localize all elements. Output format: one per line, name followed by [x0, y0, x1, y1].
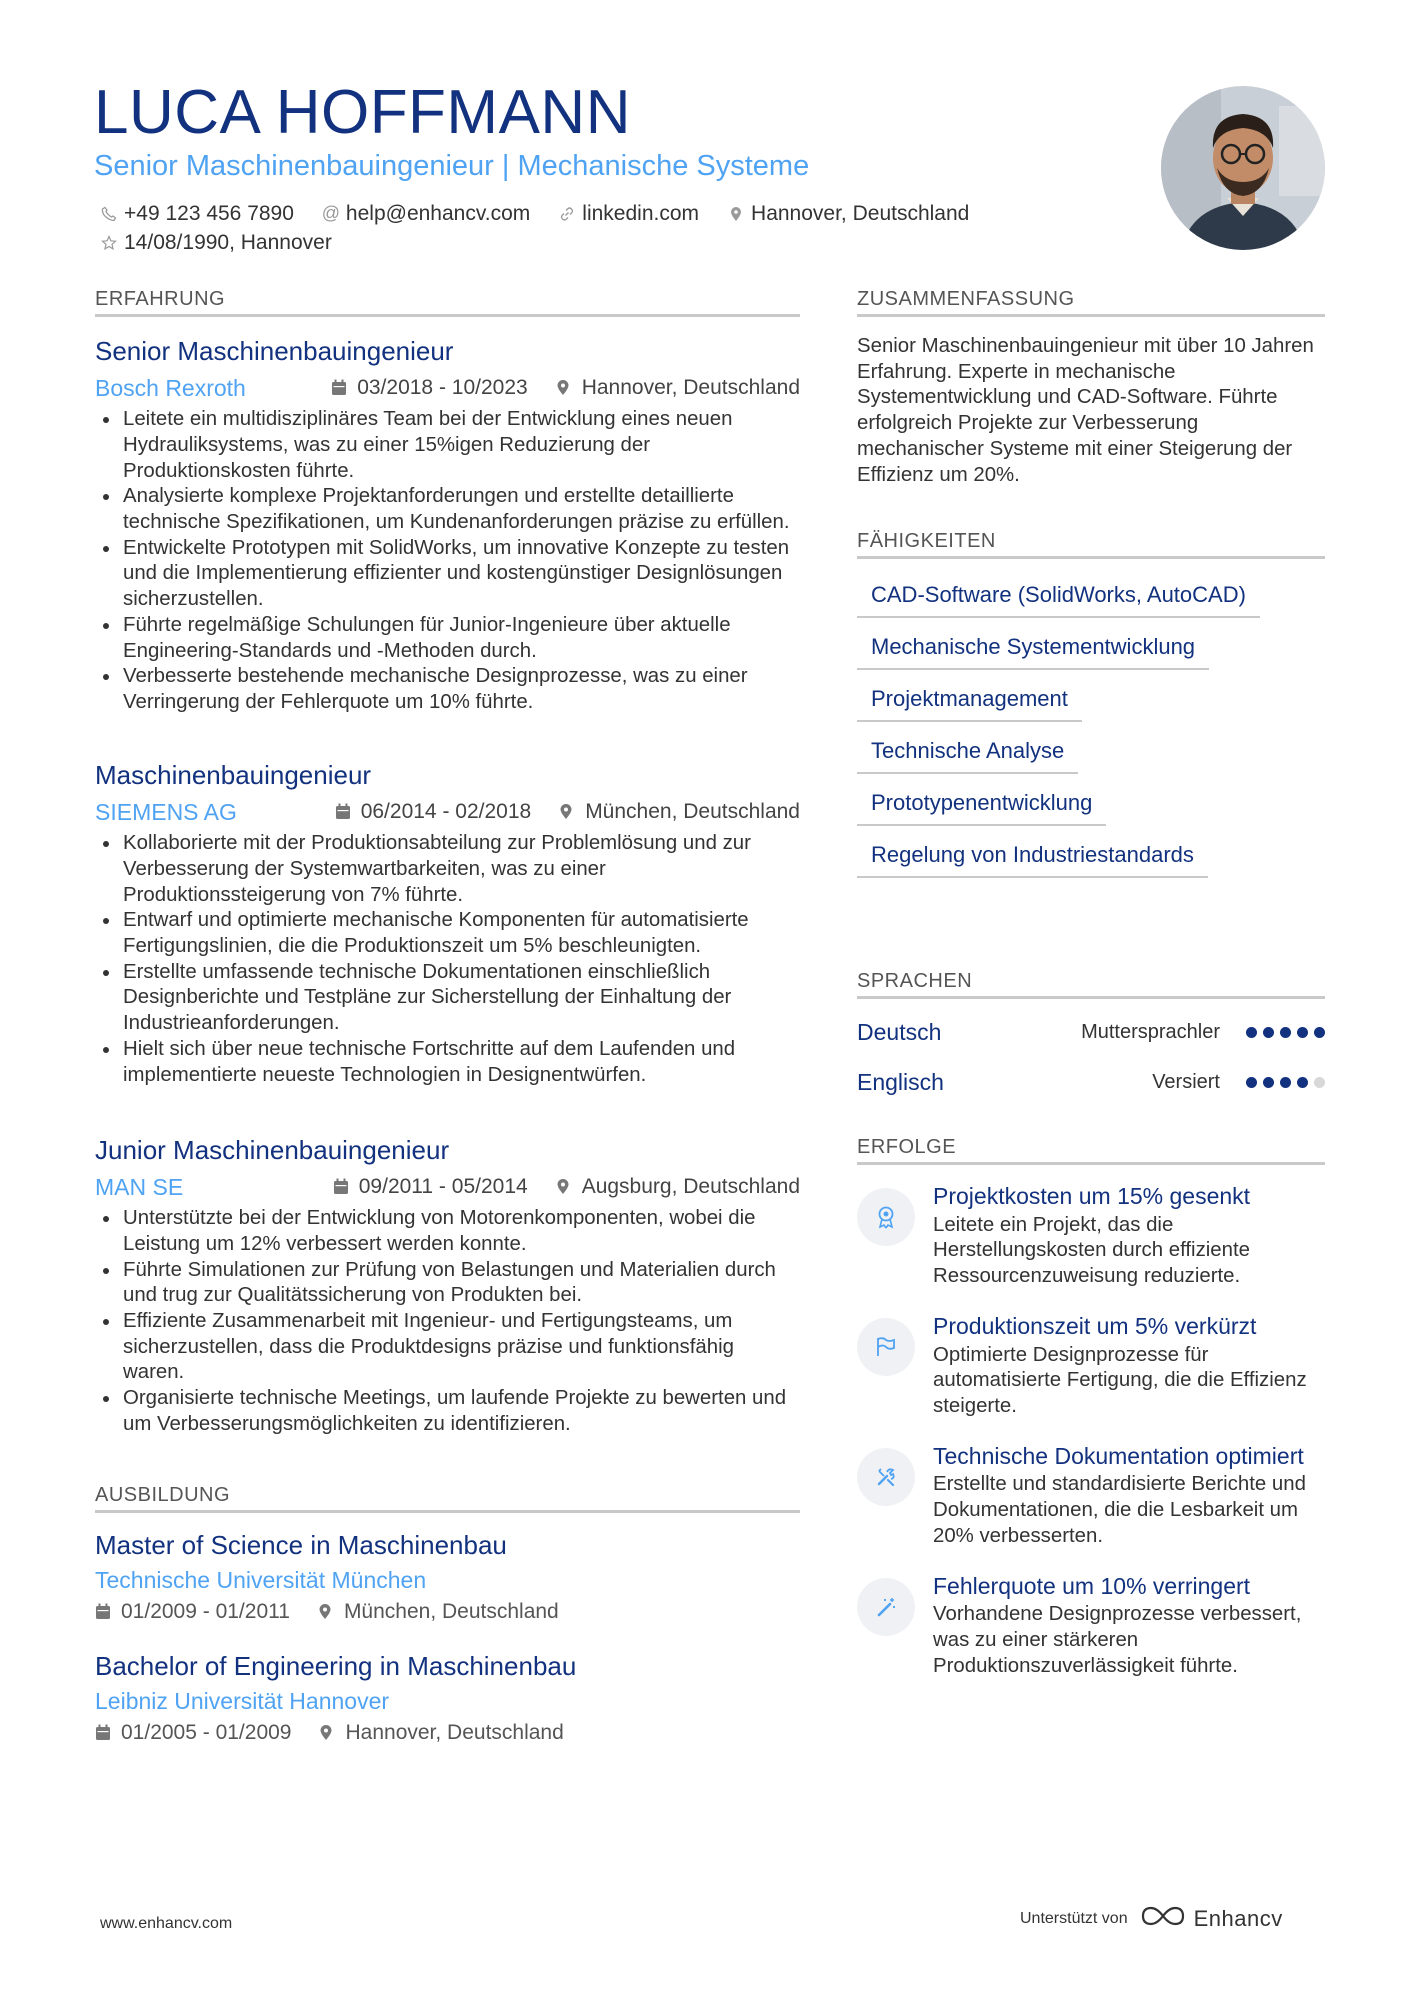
bullet-item: Analysierte komplexe Projektanforderungen und erstellte detaillierte technische Spezifikationen, um Kundenanforderungen präzise zu erfüllen. [95, 484, 800, 535]
achievement-title: Projektkosten um 15% gesenkt [933, 1183, 1251, 1209]
skill-tag: Regelung von Industriestandards [857, 842, 1208, 878]
rating-dot [1280, 1077, 1291, 1088]
link-icon [558, 205, 576, 223]
bullet-item: Verbesserte bestehende mechanische Designprozesse, was zu einer Verringerung der Fehlerquote um 10% führte. [95, 664, 800, 715]
bullet-item: Hielt sich über neue technische Fortschritte auf dem Laufenden und implementierte neueste Technologien in Designentwürfen. [95, 1037, 800, 1088]
at-icon: @ [321, 203, 341, 223]
achievement-title: Fehlerquote um 10% verringert [933, 1572, 1251, 1599]
language-name: Englisch [857, 1068, 944, 1095]
contact-birth: 14/08/1990, Hannover [100, 231, 332, 255]
job-entry [95, 760, 800, 1088]
edu-dates: 01/2009 - 01/2011 [95, 1600, 290, 1624]
job-title: Junior Maschinenbauingenieur [95, 1135, 450, 1165]
footer-website[interactable]: www.enhancv.com [100, 1915, 233, 1932]
calendar-icon [335, 803, 353, 821]
job-title: Senior Maschinenbauingenieur [95, 336, 454, 366]
job-dates: 09/2011 - 05/2014 [333, 1175, 528, 1199]
achievement-item [857, 1572, 1325, 1680]
language-name: Deutsch [857, 1018, 942, 1045]
skill-tag: Mechanische Systementwicklung [857, 634, 1209, 670]
flag-icon [857, 1318, 915, 1376]
summary-text: Senior Maschinenbauingenieur mit über 10 Jahren Erfahrung. Experte in mechanische Systementwicklung und CAD-Software. Führte erfolgreich Projekte zur Verbesserung mechanischer Systeme mit einer Steigerung der Effizienz um 20%. [857, 335, 1314, 486]
calendar-icon [333, 1178, 351, 1196]
languages-heading: SPRACHEN [857, 970, 1325, 999]
language-level: Versiert [1152, 1070, 1220, 1093]
rating-dot [1297, 1077, 1308, 1088]
job-location: Augsburg, Deutschland [556, 1175, 800, 1199]
phone-icon [100, 205, 118, 223]
calendar-icon [95, 1724, 113, 1742]
skill-tag: Prototypenentwicklung [857, 790, 1106, 826]
bullet-item: Leitete ein multidisziplinäres Team bei der Entwicklung eines neuen Hydrauliksystems, was zu einer 15%igen Reduzierung der Produktionskosten führte. [95, 407, 800, 484]
edu-degree: Master of Science in Maschinenbau [95, 1530, 507, 1560]
enhancv-logo-icon [1140, 1905, 1186, 1932]
achievement-desc: Optimierte Designprozesse für automatisierte Fertigung, die die Effizienz steigerte. [933, 1343, 1307, 1418]
job-title: Maschinenbauingenieur [95, 760, 372, 790]
bullet-item: Führte regelmäßige Schulungen für Junior-Ingenieure über aktuelle Engineering-Standards und -Methoden durch. [95, 613, 800, 664]
skill-tag: Projektmanagement [857, 686, 1082, 722]
rating-dot [1297, 1027, 1308, 1038]
bullet-item: Effiziente Zusammenarbeit mit Ingenieur- und Fertigungsteams, um sicherzustellen, dass die Produktdesigns präzise und funktionsfähig waren. [95, 1309, 800, 1386]
job-location: München, Deutschland [559, 800, 800, 824]
job-dates: 03/2018 - 10/2023 [331, 376, 527, 400]
rating-dot [1314, 1077, 1325, 1088]
achievement-item [857, 1312, 1325, 1420]
job-bullets [95, 831, 800, 1088]
contact-info [100, 199, 1100, 257]
rating-dot [1263, 1027, 1274, 1038]
job-bullets [95, 1206, 800, 1437]
rating-dot [1246, 1077, 1257, 1088]
map-pin-icon [727, 205, 745, 223]
rating-dot [1263, 1077, 1274, 1088]
achievement-item [857, 1442, 1325, 1550]
achievement-desc: Vorhandene Designprozesse verbessert, was zu einer stärkeren Produktionszuverlässigkeit führte. [933, 1603, 1302, 1677]
rating-dot [1246, 1027, 1257, 1038]
education-heading: AUSBILDUNG [95, 1484, 800, 1513]
award-icon [857, 1188, 915, 1246]
star-icon [100, 234, 118, 252]
tools-icon [857, 1448, 915, 1506]
job-entry [95, 1135, 800, 1438]
job-dates: 06/2014 - 02/2018 [335, 800, 531, 824]
brand-name: Enhancv [1193, 1905, 1283, 1931]
skills-heading: FÄHIGKEITEN [857, 530, 1325, 559]
experience-heading: ERFAHRUNG [95, 288, 800, 317]
bullet-item: Erstellte umfassende technische Dokumentationen einschließlich Designberichte und Testpläne zur Sicherstellung der Einhaltung der Industrieanforderungen. [95, 960, 800, 1037]
calendar-icon [331, 379, 349, 397]
summary-heading: ZUSAMMENFASSUNG [857, 288, 1325, 317]
footer-branding [1020, 1905, 1283, 1932]
calendar-icon [95, 1603, 113, 1621]
job-location: Hannover, Deutschland [556, 376, 800, 400]
edu-dates: 01/2005 - 01/2009 [95, 1721, 291, 1745]
skill-tag: CAD-Software (SolidWorks, AutoCAD) [857, 582, 1260, 618]
languages-list [857, 1007, 1325, 1107]
bullet-item: Organisierte technische Meetings, um laufende Projekte zu bewerten und um Verbesserungsmöglichkeiten zu identifizieren. [95, 1386, 800, 1437]
bullet-item: Unterstützte bei der Entwicklung von Motorenkomponenten, wobei die Leistung um 12% verbessert werden konnte. [95, 1206, 800, 1257]
achievement-desc: Erstellte und standardisierte Berichte und Dokumentationen, die die Lesbarkeit um 20% verbesserten. [933, 1473, 1306, 1547]
language-rating [1240, 1027, 1325, 1038]
job-bullets [95, 407, 800, 715]
rating-dot [1280, 1027, 1291, 1038]
language-item [857, 1057, 1325, 1107]
edu-location: Hannover, Deutschland [319, 1721, 563, 1745]
rating-dot [1314, 1027, 1325, 1038]
bullet-item: Entwickelte Prototypen mit SolidWorks, um innovative Konzepte zu testen und die Implementierung effizienter und kostengünstiger Designlösungen sicherzustellen. [95, 536, 800, 613]
skill-tag: Technische Analyse [857, 738, 1078, 774]
contact-location: Hannover, Deutschland [727, 202, 969, 226]
edu-degree: Bachelor of Engineering in Maschinenbau [95, 1651, 577, 1681]
map-pin-icon [318, 1603, 336, 1621]
map-pin-icon [559, 803, 577, 821]
candidate-subtitle: Senior Maschinenbauingenieur | Mechanische Systeme [94, 150, 810, 182]
contact-phone: +49 123 456 7890 [100, 202, 294, 226]
edu-location: München, Deutschland [318, 1600, 559, 1624]
education-entry [95, 1530, 800, 1624]
language-item [857, 1007, 1325, 1057]
job-company: SIEMENS AG [95, 798, 237, 825]
job-company: MAN SE [95, 1173, 184, 1200]
candidate-name: LUCA HOFFMANN [94, 78, 631, 147]
achievement-title: Technische Dokumentation optimiert [933, 1442, 1304, 1469]
achievement-desc: Leitete ein Projekt, das die Herstellungskosten durch effiziente Ressourcenzuweisung reduzierte. [933, 1213, 1250, 1288]
achievements-heading: ERFOLGE [857, 1136, 1325, 1165]
map-pin-icon [556, 1178, 574, 1196]
job-entry [95, 336, 800, 716]
language-rating [1240, 1077, 1325, 1088]
bullet-item: Entwarf und optimierte mechanische Komponenten für automatisierte Fertigungslinien, die die Produktionszeit um 5% beschleunigten. [95, 908, 800, 959]
language-level: Muttersprachler [1081, 1020, 1220, 1043]
education-entry [95, 1651, 800, 1745]
job-company: Bosch Rexroth [95, 374, 246, 401]
contact-email[interactable]: @ help@enhancv.com [321, 201, 531, 225]
achievements-list [857, 1182, 1325, 1701]
edu-school: Leibniz Universität Hannover [95, 1688, 390, 1715]
edu-school: Technische Universität München [95, 1567, 427, 1594]
bullet-item: Führte Simulationen zur Prüfung von Belastungen und Materialien durch und trug zur Qualitätssicherung von Produkten bei. [95, 1258, 800, 1309]
profile-photo [1161, 86, 1325, 250]
achievement-title: Produktionszeit um 5% verkürzt [933, 1312, 1257, 1339]
map-pin-icon [319, 1724, 337, 1742]
skills-list [857, 582, 1325, 894]
powered-by-label: Unterstützt von [1020, 1909, 1128, 1927]
achievement-item [857, 1182, 1325, 1290]
magic-wand-icon [857, 1578, 915, 1636]
contact-linkedin[interactable]: linkedin.com [558, 202, 699, 226]
map-pin-icon [556, 379, 574, 397]
bullet-item: Kollaborierte mit der Produktionsabteilung zur Problemlösung und zur Verbesserung der Systemwartbarkeiten, was zu einer Produktionssteigerung von 7% führte. [95, 831, 800, 908]
